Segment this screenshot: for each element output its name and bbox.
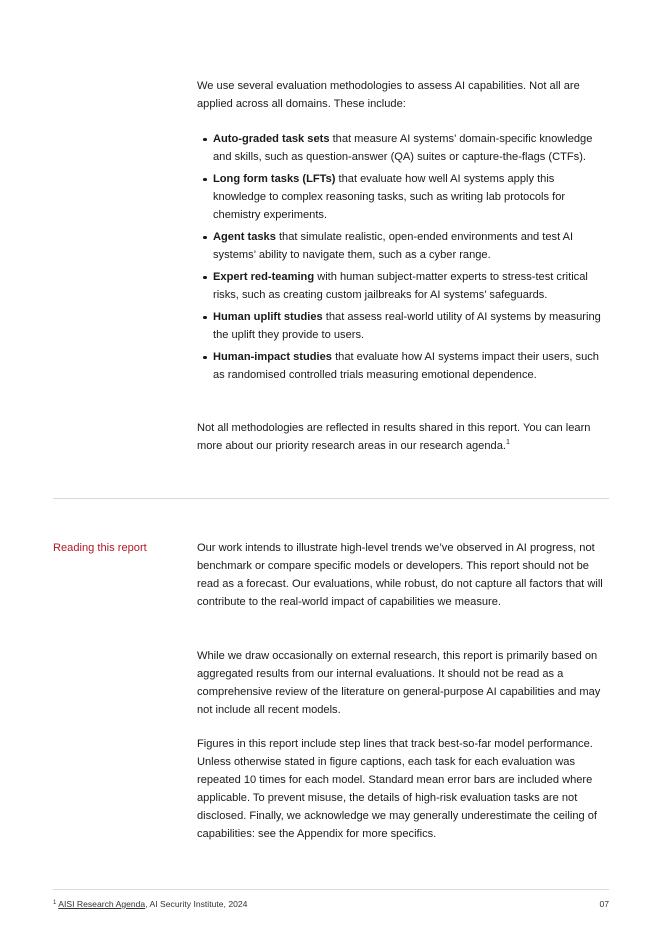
list-item xyxy=(213,268,609,304)
list-item xyxy=(213,308,609,344)
reading-paragraph-1: Our work intends to illustrate high-level trends we’ve observed in AI progress, not benchmark or compare specific models or developers. This report should not be read as a forecast. Our evaluations, while robust, do not capture all factors that will contribute to the real-world impact of capabilities we measure. xyxy=(197,542,603,608)
footnote-marker: 1 xyxy=(53,900,57,906)
footer-divider xyxy=(53,889,609,890)
footnote-text: , AI Security Institute, 2024 xyxy=(145,899,248,909)
list-item xyxy=(213,130,609,166)
methodology-term: Expert red-teaming xyxy=(213,271,315,283)
list-item xyxy=(213,228,609,264)
methodology-list xyxy=(213,130,609,388)
footnote-link[interactable]: AISI Research Agenda xyxy=(58,899,146,909)
outro-paragraph xyxy=(197,419,609,455)
section-label: Reading this report xyxy=(53,542,147,554)
methodology-term: Human-impact studies xyxy=(213,351,332,363)
methodology-description: that evaluate how AI systems impact their users, such as randomised controlled trials measuring emotional dependence. xyxy=(213,351,599,381)
intro-paragraph: We use several evaluation methodologies to assess AI capabilities. Not all are applied across all domains. These include: xyxy=(197,80,580,110)
methodology-term: Agent tasks xyxy=(213,231,276,243)
methodology-description: that assess real-world utility of AI systems by measuring the uplift they provide to users. xyxy=(213,311,601,341)
reading-paragraph-2: While we draw occasionally on external research, this report is primarily based on aggregated results from our internal evaluations. It should not be read as a comprehensive review of the literature on general-purpose AI capabilities and may not include all recent models. xyxy=(197,650,601,716)
page-number: 07 xyxy=(599,899,609,909)
reading-paragraph-3: Figures in this report include step lines that track best-so-far model performance. Unless otherwise stated in figure captions, each task for each evaluation was repeated 10 times for each model. Standard mean error bars are included where applicable. To prevent misuse, the details of high-risk evaluation tasks are not disclosed. Finally, we acknowledge we may generally underestimate the ceiling of capabilities: see the Appendix for more specifics. xyxy=(197,738,597,840)
list-item xyxy=(213,170,609,224)
methodology-term: Auto-graded task sets xyxy=(213,133,330,145)
methodology-description: with human subject-matter experts to stress-test critical risks, such as creating custom jailbreaks for AI systems’ safeguards. xyxy=(213,271,588,301)
methodology-description: that evaluate how well AI systems apply this knowledge to complex reasoning tasks, such as writing lab protocols for chemistry experiments. xyxy=(213,173,566,221)
methodology-term: Long form tasks (LFTs) xyxy=(213,173,336,185)
methodology-description: that measure AI systems’ domain-specific knowledge and skills, such as question-answer (QA) suites or capture-the-flags (CTFs). xyxy=(213,133,593,163)
footnote xyxy=(53,898,247,910)
outro-text: Not all methodologies are reflected in results shared in this report. You can learn more about our priority research areas in our research agenda. xyxy=(197,422,591,452)
methodology-description: that simulate realistic, open-ended environments and test AI systems’ ability to navigate them, such as a cyber range. xyxy=(213,231,574,261)
methodology-term: Human uplift studies xyxy=(213,311,323,323)
section-divider xyxy=(53,498,609,499)
list-item xyxy=(213,348,609,384)
footnote-reference[interactable]: 1 xyxy=(505,439,510,446)
